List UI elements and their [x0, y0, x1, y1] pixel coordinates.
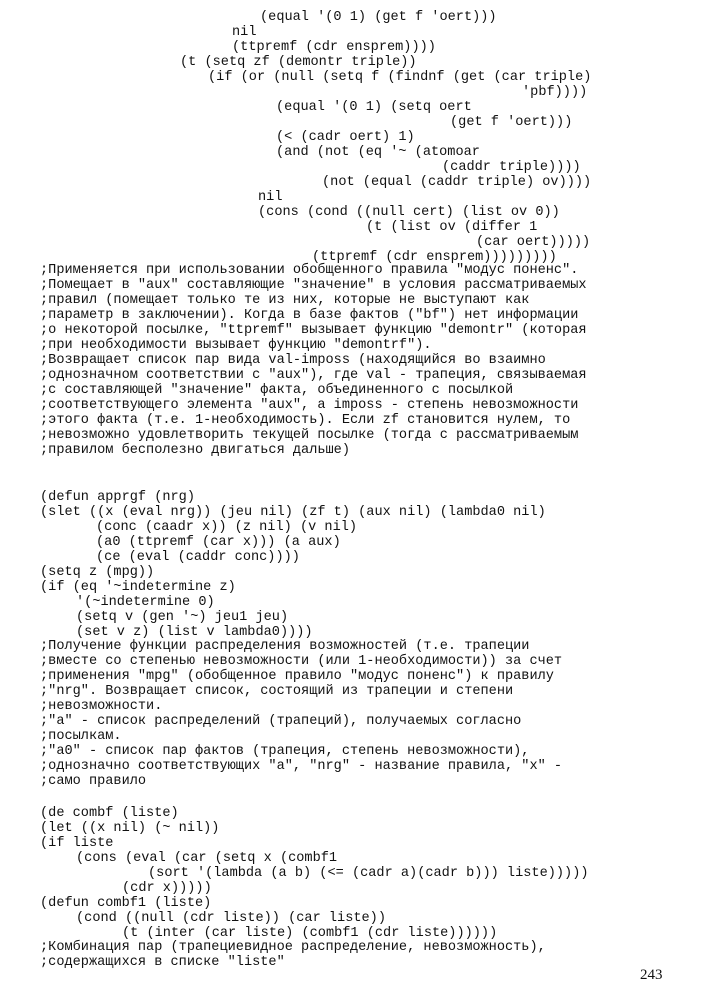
code-line: (cons (eval (car (setq x (combf1 [76, 851, 338, 866]
code-line: (and (not (eq '~ (atomoar [276, 145, 480, 160]
code-line: (let ((x nil) (~ nil)) [40, 821, 220, 836]
comment-line: ;Получение функции распределения возможностей (т.е. трапеции [40, 639, 530, 654]
code-line: (if (eq '~indetermine z) [40, 580, 236, 595]
code-line: (ce (eval (caddr conc)))) [96, 550, 300, 565]
code-line: (set v z) (list v lambda0)))) [76, 625, 313, 640]
comment-line: ;о некоторой посылке, "ttpremf" вызывает функцию "demontr" (которая [40, 323, 587, 338]
code-line: (if (or (null (setq f (findnf (get (car triple) [208, 70, 592, 85]
code-line: nil [232, 25, 257, 40]
comment-line: ;однозначном соответствии с "aux"), где val - трапеция, связываемая [40, 368, 587, 383]
code-line: (setq v (gen '~) jeu1 jeu) [76, 610, 289, 625]
code-line: (t (setq zf (demontr triple)) [180, 55, 417, 70]
comment-line: ;однозначно соответствующих "a", "nrg" - название правила, "x" - [40, 759, 563, 774]
code-line: (if liste [40, 836, 114, 851]
comment-line: ;применения "mpg" (обобщенное правило "модус поненс") к правилу [40, 669, 554, 684]
comment-line: ;с составляющей "значение" факта, объединенного с посылкой [40, 383, 514, 398]
code-line: (car oert))))) [476, 235, 591, 250]
comment-line: ;этого факта (т.е. 1-необходимость). Если zf становится нулем, то [40, 413, 571, 428]
code-line: (cdr x))))) [122, 881, 212, 896]
code-line: (slet ((x (eval nrg)) (jeu nil) (zf t) (aux nil) (lambda0 nil) [40, 505, 546, 520]
code-line: (setq z (mpg)) [40, 565, 155, 580]
code-line: (defun combf1 (liste) [40, 896, 212, 911]
code-line: (t (list ov (differ 1 [366, 220, 538, 235]
comment-line: ;Комбинация пар (трапециевидное распределение, невозможность), [40, 940, 546, 955]
code-line: (caddr triple)))) [442, 160, 581, 175]
page-number: 243 [640, 967, 663, 983]
code-line: '(~indetermine 0) [76, 595, 215, 610]
code-line: (de combf (liste) [40, 806, 179, 821]
comment-line: ;"a0" - список пар фактов (трапеция, степень невозможности), [40, 744, 530, 759]
code-line: (conc (caadr x)) (z nil) (v nil) [96, 520, 358, 535]
code-line: (get f 'oert))) [450, 115, 573, 130]
comment-line: ;содержащихся в списке "liste" [40, 955, 285, 970]
comment-line: ;"a" - список распределений (трапеций), получаемых согласно [40, 714, 522, 729]
comment-line: ;вместе со степенью невозможности (или 1-необходимости)) за счет [40, 654, 563, 669]
comment-line: ;правил (помещает только те из них, которые не выступают как [40, 293, 530, 308]
comment-line: ;Помещает в "aux" составляющие "значение" в условия рассматриваемых [40, 278, 587, 293]
code-line: (t (inter (car liste) (combf1 (cdr liste)))))) [122, 926, 498, 941]
code-line: (sort '(lambda (a b) (<= (cadr a)(cadr b))) liste))))) [148, 866, 589, 881]
code-line: nil [258, 190, 283, 205]
comment-line: ;невозможности. [40, 699, 163, 714]
code-line: (ttpremf (cdr ensprem))))))))) [312, 250, 557, 265]
comment-line: ;Возвращает список пар вида val-imposs (находящийся во взаимно [40, 353, 546, 368]
code-line: (< (cadr oert) 1) [276, 130, 415, 145]
code-line: (cond ((null (cdr liste)) (car liste)) [76, 911, 386, 926]
code-line: (equal '(0 1) (setq oert [276, 100, 472, 115]
comment-line: ;при необходимости вызывает функцию "demontrf"). [40, 338, 432, 353]
code-line: 'pbf)))) [522, 85, 588, 100]
code-line: (equal '(0 1) (get f 'oert))) [260, 10, 497, 25]
comment-line: ;параметр в заключении). Когда в базе фактов ("bf") нет информации [40, 308, 579, 323]
code-line: (not (equal (caddr triple) ov)))) [322, 175, 592, 190]
comment-line: ;Применяется при использовании обобщенного правила "модус поненс". [40, 263, 579, 278]
comment-line: ;соответствующего элемента "aux", а imposs - степень невозможности [40, 398, 579, 413]
comment-line: ;невозможно удовлетворить текущей посылке (тогда с рассматриваемым [40, 428, 579, 443]
comment-line: ;правилом бесполезно двигаться дальше) [40, 443, 350, 458]
comment-line: ;посылкам. [40, 729, 122, 744]
comment-line: ;само правило [40, 774, 147, 789]
code-line: (defun apprgf (nrg) [40, 490, 195, 505]
code-line: (cons (cond ((null cert) (list ov 0)) [258, 205, 560, 220]
comment-line: ;"nrg". Возвращает список, состоящий из трапеции и степени [40, 684, 514, 699]
code-line: (ttpremf (cdr ensprem)))) [232, 40, 436, 55]
code-line: (a0 (ttpremf (car x))) (a aux) [96, 535, 341, 550]
